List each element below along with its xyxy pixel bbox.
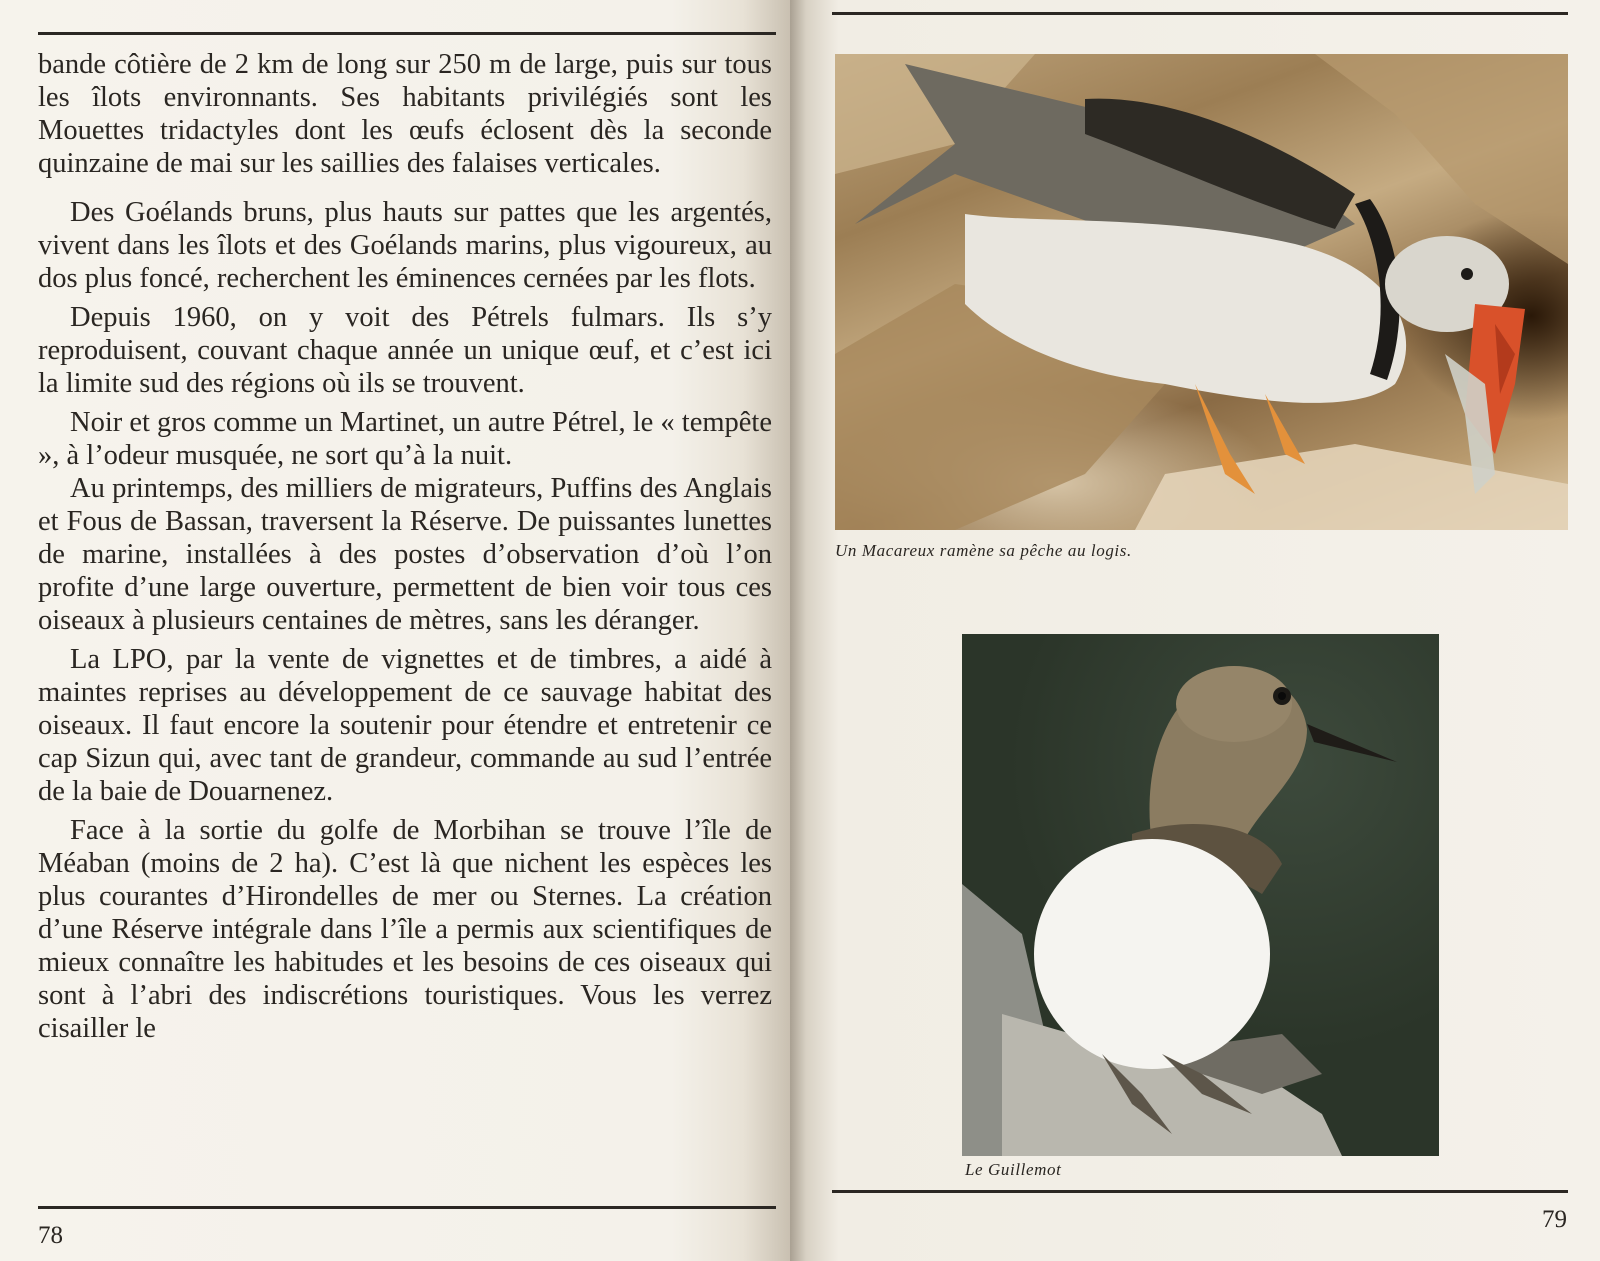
left-page-body bbox=[38, 48, 772, 1045]
page-number-right: 79 bbox=[1542, 1206, 1567, 1233]
guillemot-caption: Le Guillemot bbox=[965, 1160, 1062, 1179]
paragraph: La LPO, par la vente de vignettes et de timbres, a aidé à maintes reprises au développement de ce sauvage habitat des oiseaux. Il faut encore la soutenir pour étendre et entretenir ce cap Sizun qui, avec tant de grandeur, commande au sud l’entrée de la baie de Douarnenez. bbox=[38, 644, 772, 807]
puffin-illustration bbox=[835, 54, 1568, 530]
page-number-left: 78 bbox=[38, 1222, 63, 1249]
paragraph: Des Goélands bruns, plus hauts sur pattes que les argentés, vivent dans les îlots et des Goélands marins, plus vigoureux, au dos plus foncé, recherchent les éminences cernées par les flots. bbox=[38, 197, 772, 294]
puffin-caption: Un Macareux ramène sa pêche au logis. bbox=[835, 541, 1132, 560]
guillemot-photo bbox=[962, 634, 1439, 1156]
bottom-rule-left bbox=[38, 1206, 776, 1209]
paragraph: Depuis 1960, on y voit des Pétrels fulmars. Ils s’y reproduisent, couvant chaque année un unique œuf, et c’est ici la limite sud des régions où ils se trouvent. bbox=[38, 302, 772, 399]
paragraph: Au printemps, des milliers de migrateurs, Puffins des Anglais et Fous de Bassan, traversent la Réserve. De puissantes lunettes de marine, installées à des postes d’observation d’où l’on profite d’une large ouverture, permettent de bien voir tous ces oiseaux à plusieurs centaines de mètres, sans les déranger. bbox=[38, 473, 772, 636]
paragraph: Noir et gros comme un Martinet, un autre Pétrel, le « tempête », à l’odeur musquée, ne sort qu’à la nuit. bbox=[38, 407, 772, 471]
guillemot-illustration bbox=[962, 634, 1439, 1156]
top-rule-right bbox=[832, 12, 1568, 15]
top-rule-left bbox=[38, 32, 776, 35]
bottom-rule-right bbox=[832, 1190, 1568, 1193]
paragraph: Face à la sortie du golfe de Morbihan se trouve l’île de Méaban (moins de 2 ha). C’est là que nichent les espèces les plus courantes d’Hirondelles de mer ou Sternes. La création d’une Réserve intégrale dans l’île a permis aux scientifiques de mieux connaître les habitudes et les besoins de ces oiseaux qui sont à l’abri des indiscrétions touristiques. Vous les verrez cisailler le bbox=[38, 815, 772, 1044]
puffin-photo bbox=[835, 54, 1568, 530]
paragraph: bande côtière de 2 km de long sur 250 m de large, puis sur tous les îlots environnants. Ses habitants privilégiés sont les Mouettes tridactyles dont les œufs éclosent dès la seconde quinzaine de mai sur les saillies des falaises verticales. bbox=[38, 49, 772, 179]
